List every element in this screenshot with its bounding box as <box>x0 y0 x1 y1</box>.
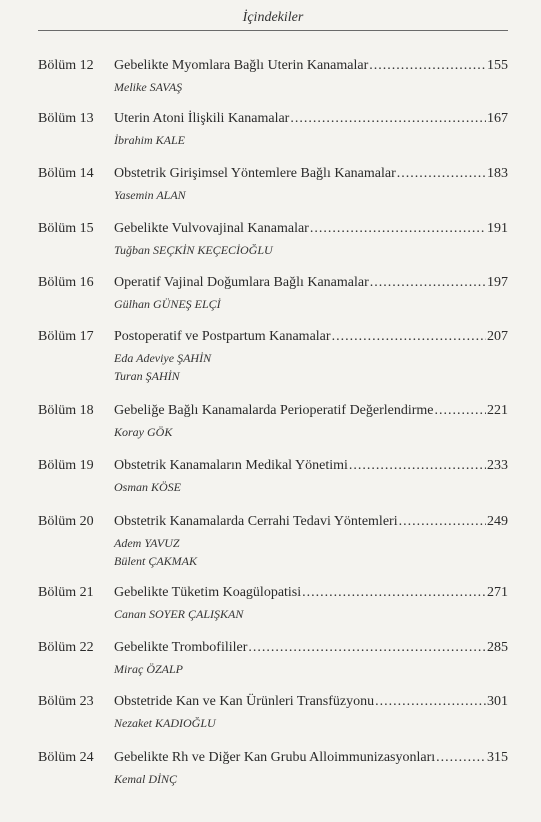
dot-leader <box>332 329 486 345</box>
author-name: Nezaket KADIOĞLU <box>114 716 216 730</box>
page-number: 183 <box>487 166 508 181</box>
chapter-title: Obstetride Kan ve Kan Ürünleri Transfüzyonu <box>114 694 375 709</box>
page-number: 301 <box>487 694 508 709</box>
dot-leader <box>290 111 486 127</box>
toc-line <box>114 514 508 530</box>
dot-leader <box>435 403 486 419</box>
chapter-number: Bölüm 21 <box>38 585 94 600</box>
author-name: Adem YAVUZ <box>114 536 180 550</box>
chapter-number: Bölüm 15 <box>38 221 94 236</box>
author-name: Kemal DİNÇ <box>114 772 177 786</box>
chapter-title: Postoperatif ve Postpartum Kanamalar <box>114 329 331 344</box>
chapter-title: Gebelikte Tüketim Koagülopatisi <box>114 585 302 600</box>
toc-line <box>114 585 508 601</box>
chapter-title: Obstetrik Girişimsel Yöntemlere Bağlı Kanamalar <box>114 166 396 181</box>
toc-line <box>114 458 508 474</box>
toc-line <box>114 58 508 74</box>
page-number: 271 <box>487 585 508 600</box>
page-number: 233 <box>487 458 508 473</box>
author-name: Yasemin ALAN <box>114 188 186 202</box>
author-name: Eda Adeviye ŞAHİN <box>114 351 212 365</box>
author-name: İbrahim KALE <box>114 133 186 147</box>
chapter-number: Bölüm 19 <box>38 458 94 473</box>
toc-line <box>114 275 508 291</box>
toc-line <box>114 403 508 419</box>
author-name: Koray GÖK <box>114 425 173 439</box>
author-name: Miraç ÖZALP <box>114 662 183 676</box>
chapter-number: Bölüm 14 <box>38 166 94 181</box>
toc-line <box>114 329 508 345</box>
author-name: Tuğban SEÇKİN KEÇECİOĞLU <box>114 243 273 257</box>
dot-leader <box>375 694 486 710</box>
page-number: 155 <box>487 58 508 73</box>
chapter-number: Bölüm 13 <box>38 111 94 126</box>
dot-leader <box>310 221 486 237</box>
chapter-title: Gebeliğe Bağlı Kanamalarda Perioperatif Değerlendirme <box>114 403 434 418</box>
chapter-number: Bölüm 20 <box>38 514 94 529</box>
chapter-title: Gebelikte Rh ve Diğer Kan Grubu Alloimmunizasyonları <box>114 750 436 765</box>
chapter-number: Bölüm 16 <box>38 275 94 290</box>
dot-leader <box>369 58 486 74</box>
chapter-title: Gebelikte Trombofililer <box>114 640 248 655</box>
page-number: 221 <box>487 403 508 418</box>
dot-leader <box>436 750 486 766</box>
page-number: 197 <box>487 275 508 290</box>
chapter-number: Bölüm 12 <box>38 58 94 73</box>
author-name: Turan ŞAHİN <box>114 369 180 383</box>
chapter-title: Gebelikte Myomlara Bağlı Uterin Kanamalar <box>114 58 369 73</box>
toc-line <box>114 694 508 710</box>
chapter-title: Obstetrik Kanamalarda Cerrahi Tedavi Yöntemleri <box>114 514 398 529</box>
header-title: İçindekiler <box>242 10 304 25</box>
author-name: Melike SAVAŞ <box>114 80 183 94</box>
page-number: 207 <box>487 329 508 344</box>
author-name: Canan SOYER ÇALIŞKAN <box>114 607 244 621</box>
dot-leader <box>397 166 486 182</box>
author-name: Gülhan GÜNEŞ ELÇİ <box>114 297 221 311</box>
page-number: 167 <box>487 111 508 126</box>
chapter-number: Bölüm 18 <box>38 403 94 418</box>
chapter-title: Operatif Vajinal Doğumlara Bağlı Kanamalar <box>114 275 369 290</box>
dot-leader <box>349 458 486 474</box>
chapter-number: Bölüm 24 <box>38 750 94 765</box>
chapter-title: Obstetrik Kanamaların Medikal Yönetimi <box>114 458 348 473</box>
dot-leader <box>399 514 486 530</box>
chapter-number: Bölüm 17 <box>38 329 94 344</box>
toc-line <box>114 166 508 182</box>
author-name: Osman KÖSE <box>114 480 182 494</box>
page-number: 285 <box>487 640 508 655</box>
page-number: 249 <box>487 514 508 529</box>
toc-line <box>114 750 508 766</box>
chapter-title: Uterin Atoni İlişkili Kanamalar <box>114 111 290 126</box>
chapter-title: Gebelikte Vulvovajinal Kanamalar <box>114 221 309 236</box>
chapter-number: Bölüm 23 <box>38 694 94 709</box>
dot-leader <box>370 275 486 291</box>
dot-leader <box>248 640 486 656</box>
toc-line <box>114 111 508 127</box>
running-header <box>38 0 508 31</box>
toc-line <box>114 640 508 656</box>
dot-leader <box>302 585 486 601</box>
author-name: Bülent ÇAKMAK <box>114 554 197 568</box>
page-number: 315 <box>487 750 508 765</box>
chapter-number: Bölüm 22 <box>38 640 94 655</box>
toc-line <box>114 221 508 237</box>
page-number: 191 <box>487 221 508 236</box>
